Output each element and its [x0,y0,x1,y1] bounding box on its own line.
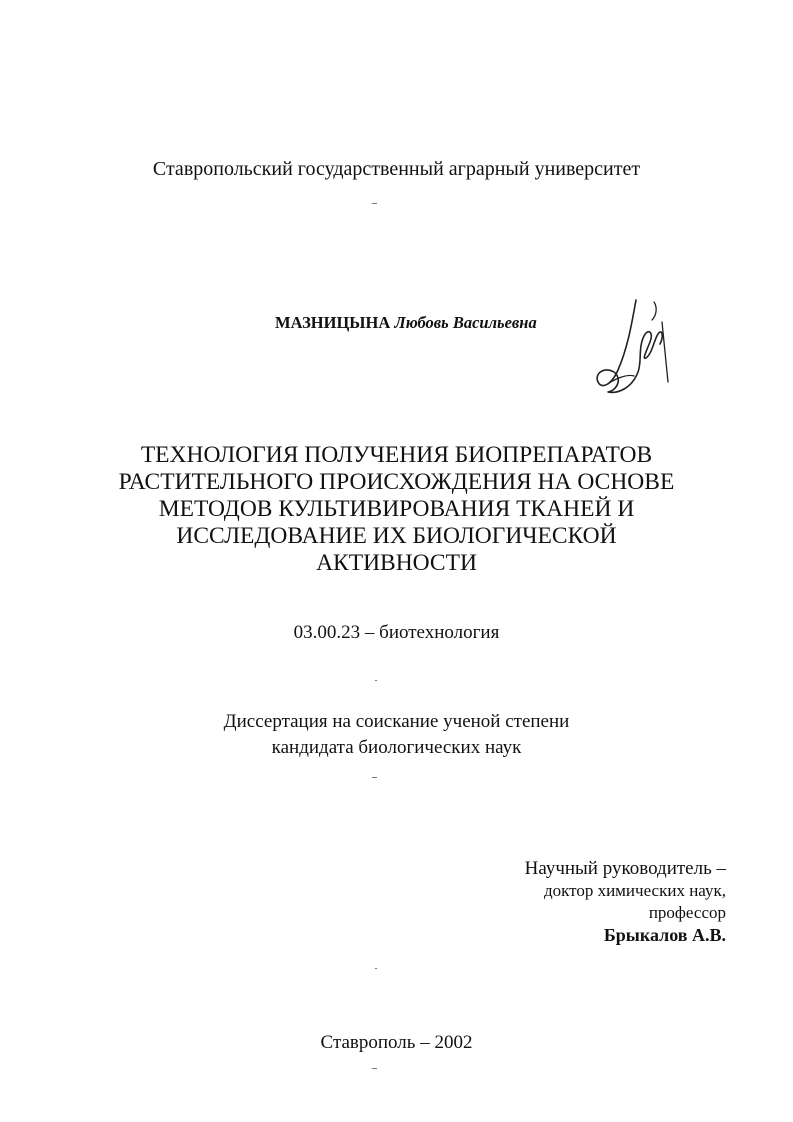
specialty-code: 03.00.23 – биотехнология [293,622,500,643]
supervisor-name: Брыкалов А.В. [603,925,726,945]
supervisor-role: Научный руководитель – [524,858,726,879]
title-line: РАСТИТЕЛЬНОГО ПРОИСХОЖДЕНИЯ НА ОСНОВЕ [118,469,675,495]
title-line: ТЕХНОЛОГИЯ ПОЛУЧЕНИЯ БИОПРЕПАРАТОВ [140,442,653,468]
supervisor-degree: доктор химических наук, [543,881,726,900]
scan-speck [372,777,377,778]
title-line: ИССЛЕДОВАНИЕ ИХ БИОЛОГИЧЕСКОЙ [176,523,617,549]
supervisor-block [525,858,726,946]
dissertation-title [0,442,793,577]
university-name: Ставропольский государственный аграрный университет [152,158,641,180]
supervisor-rank: профессор [648,903,726,922]
degree-line: Диссертация на соискание ученой степени [223,711,570,732]
scan-speck [372,1068,377,1069]
author-name [275,313,537,333]
degree-statement [0,709,793,761]
scan-speck [375,968,377,969]
author-given-names: Любовь Васильевна [394,313,537,332]
author-signature [588,292,678,402]
scan-speck [375,680,377,681]
degree-line: кандидата биологических наук [271,737,522,758]
scan-speck [372,203,377,204]
author-surname: МАЗНИЦЫНА [275,313,391,332]
title-line: МЕТОДОВ КУЛЬТИВИРОВАНИЯ ТКАНЕЙ И [158,496,635,522]
city-year: Ставрополь – 2002 [320,1032,473,1053]
title-line: АКТИВНОСТИ [316,550,477,576]
